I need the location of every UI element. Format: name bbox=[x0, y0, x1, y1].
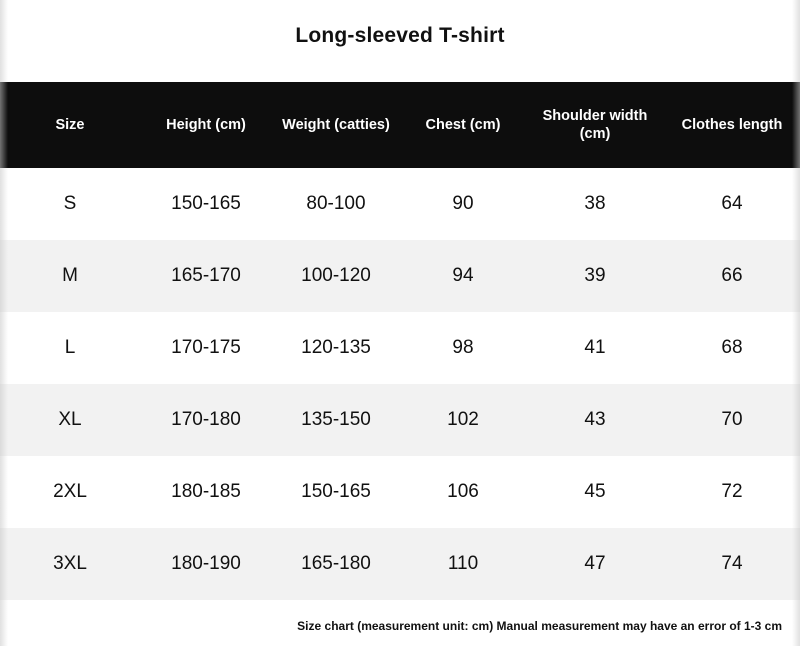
column-header-shoulder-width: Shoulder width (cm) bbox=[526, 82, 664, 168]
cell-weight: 150-165 bbox=[272, 456, 400, 528]
table-body bbox=[0, 168, 800, 600]
cell-chest: 90 bbox=[400, 168, 526, 240]
table-row bbox=[0, 528, 800, 600]
cell-clothes-length: 64 bbox=[664, 168, 800, 240]
cell-size: L bbox=[0, 312, 140, 384]
cell-shoulder-width: 45 bbox=[526, 456, 664, 528]
cell-size: S bbox=[0, 168, 140, 240]
table-row bbox=[0, 168, 800, 240]
cell-height: 180-185 bbox=[140, 456, 272, 528]
column-header-size: Size bbox=[0, 82, 140, 168]
cell-shoulder-width: 38 bbox=[526, 168, 664, 240]
column-header-height: Height (cm) bbox=[140, 82, 272, 168]
cell-clothes-length: 66 bbox=[664, 240, 800, 312]
cell-height: 170-175 bbox=[140, 312, 272, 384]
cell-size: 2XL bbox=[0, 456, 140, 528]
table-row bbox=[0, 384, 800, 456]
table-header bbox=[0, 82, 800, 168]
table-row bbox=[0, 312, 800, 384]
cell-weight: 165-180 bbox=[272, 528, 400, 600]
cell-weight: 80-100 bbox=[272, 168, 400, 240]
column-header-chest: Chest (cm) bbox=[400, 82, 526, 168]
table-header-row bbox=[0, 82, 800, 168]
cell-clothes-length: 68 bbox=[664, 312, 800, 384]
cell-weight: 100-120 bbox=[272, 240, 400, 312]
cell-chest: 98 bbox=[400, 312, 526, 384]
cell-weight: 120-135 bbox=[272, 312, 400, 384]
cell-chest: 110 bbox=[400, 528, 526, 600]
column-header-weight: Weight (catties) bbox=[272, 82, 400, 168]
page-title: Long-sleeved T-shirt bbox=[295, 24, 505, 47]
cell-shoulder-width: 41 bbox=[526, 312, 664, 384]
size-chart-table bbox=[0, 82, 800, 600]
cell-chest: 106 bbox=[400, 456, 526, 528]
cell-clothes-length: 70 bbox=[664, 384, 800, 456]
cell-clothes-length: 72 bbox=[664, 456, 800, 528]
cell-shoulder-width: 47 bbox=[526, 528, 664, 600]
cell-height: 150-165 bbox=[140, 168, 272, 240]
cell-chest: 94 bbox=[400, 240, 526, 312]
cell-size: XL bbox=[0, 384, 140, 456]
cell-height: 170-180 bbox=[140, 384, 272, 456]
measurement-note: Size chart (measurement unit: cm) Manual measurement may have an error of 1-3 cm bbox=[297, 619, 782, 633]
footnote-bar bbox=[0, 606, 800, 646]
table-row bbox=[0, 240, 800, 312]
cell-height: 165-170 bbox=[140, 240, 272, 312]
cell-chest: 102 bbox=[400, 384, 526, 456]
cell-size: M bbox=[0, 240, 140, 312]
column-header-clothes-length: Clothes length bbox=[664, 82, 800, 168]
cell-height: 180-190 bbox=[140, 528, 272, 600]
cell-clothes-length: 74 bbox=[664, 528, 800, 600]
cell-shoulder-width: 43 bbox=[526, 384, 664, 456]
cell-size: 3XL bbox=[0, 528, 140, 600]
cell-shoulder-width: 39 bbox=[526, 240, 664, 312]
cell-weight: 135-150 bbox=[272, 384, 400, 456]
table-row bbox=[0, 456, 800, 528]
